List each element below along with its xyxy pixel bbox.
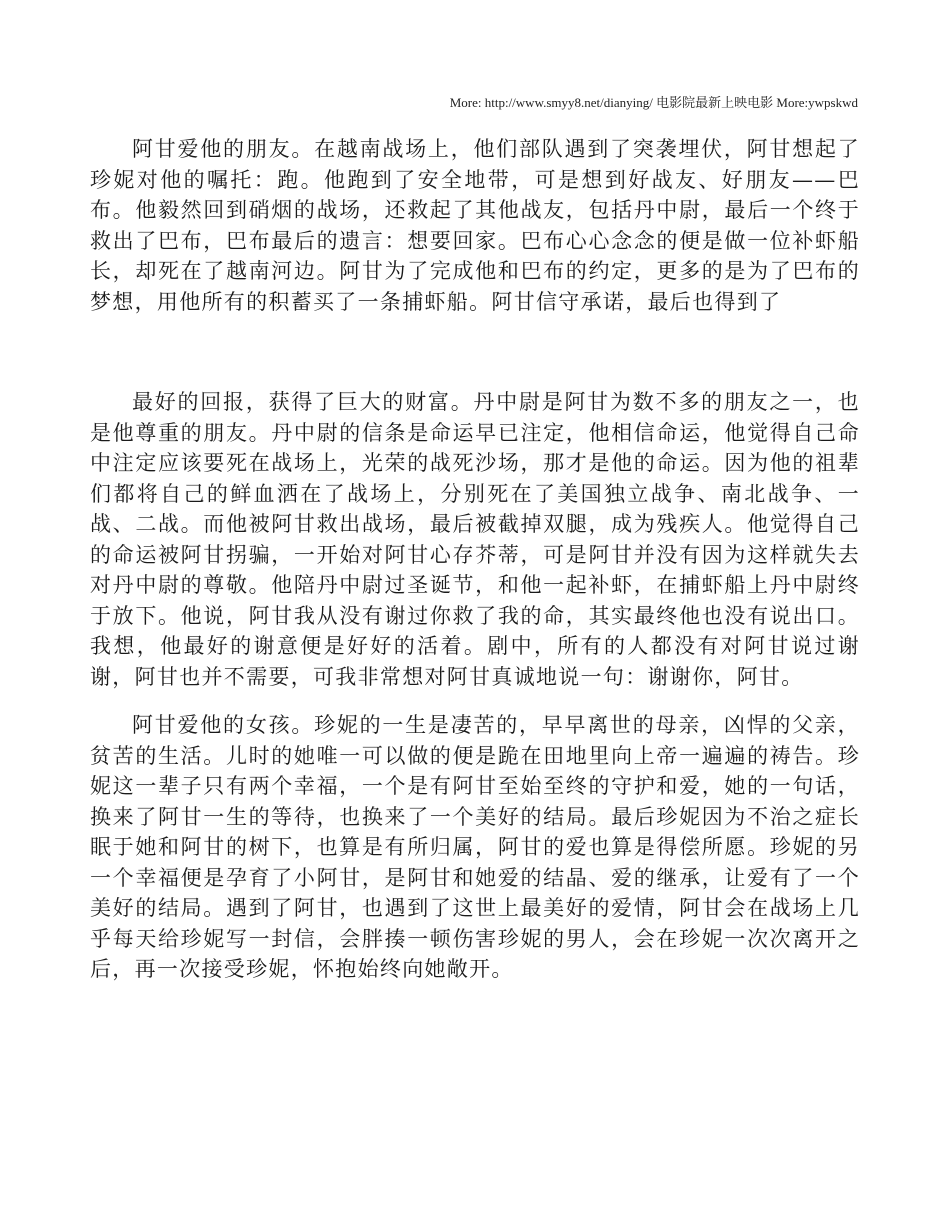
paragraph-jenny: 阿甘爱他的女孩。珍妮的一生是凄苦的，早早离世的母亲，凶悍的父亲，贫苦的生活。儿时的她唯一可以做的便是跪在田地里向上帝一遍遍的祷告。珍妮这一辈子只有两个幸福，一个是有阿甘至始至终的守护和爱，她的一句话，换来了阿甘一生的等待，也换来了一个美好的结局。最后珍妮因为不治之症长眠于她和阿甘的树下，也算是有所归属，阿甘的爱也算是得偿所愿。珍妮的另一个幸福便是孕育了小阿甘，是阿甘和她爱的结晶、爱的继承，让爱有了一个美好的结局。遇到了阿甘，也遇到了这世上最美好的爱情，阿甘会在战场上几乎每天给珍妮写一封信，会胖揍一顿伤害珍妮的男人，会在珍妮一次次离开之后，再一次接受珍妮，怀抱始终向她敞开。 [90, 713, 860, 981]
paragraph-lieutenant-dan: 最好的回报，获得了巨大的财富。丹中尉是阿甘为数不多的朋友之一，也是他尊重的朋友。丹中尉的信条是命运早已注定，他相信命运，他觉得自己命中注定应该要死在战场上，光荣的战死沙场，那才是他的命运。因为他的祖辈们都将自己的鲜血洒在了战场上，分别死在了美国独立战争、南北战争、一战、二战。而他被阿甘救出战场，最后被截掉双腿，成为残疾人。他觉得自己的命运被阿甘拐骗，一开始对阿甘心存芥蒂，可是阿甘并没有因为这样就失去对丹中尉的尊敬。他陪丹中尉过圣诞节，和他一起补虾，在捕虾船上丹中尉终于放下。他说，阿甘我从没有谢过你救了我的命，其实最终他也没有说出口。我想，他最好的谢意便是好好的活着。剧中，所有的人都没有对阿甘说过谢谢，阿甘也并不需要，可我非常想对阿甘真诚地说一句：谢谢你，阿甘。 [90, 390, 860, 689]
paragraph-spacer [90, 692, 860, 710]
document-body [90, 134, 860, 985]
paragraph-spacer [90, 317, 860, 387]
page-header: More: http://www.smyy8.net/dianying/ 电影院最新上映电影 More:ywpskwd [449, 95, 858, 110]
paragraph-friend-bubba: 阿甘爱他的朋友。在越南战场上，他们部队遇到了突袭埋伏，阿甘想起了珍妮对他的嘱托：跑。他跑到了安全地带，可是想到好战友、好朋友——巴布。他毅然回到硝烟的战场，还救起了其他战友，包括丹中尉，最后一个终于救出了巴布，巴布最后的遗言：想要回家。巴布心心念念的便是做一位补虾船长，却死在了越南河边。阿甘为了完成他和巴布的约定，更多的是为了巴布的梦想，用他所有的积蓄买了一条捕虾船。阿甘信守承诺，最后也得到了 [90, 137, 860, 314]
